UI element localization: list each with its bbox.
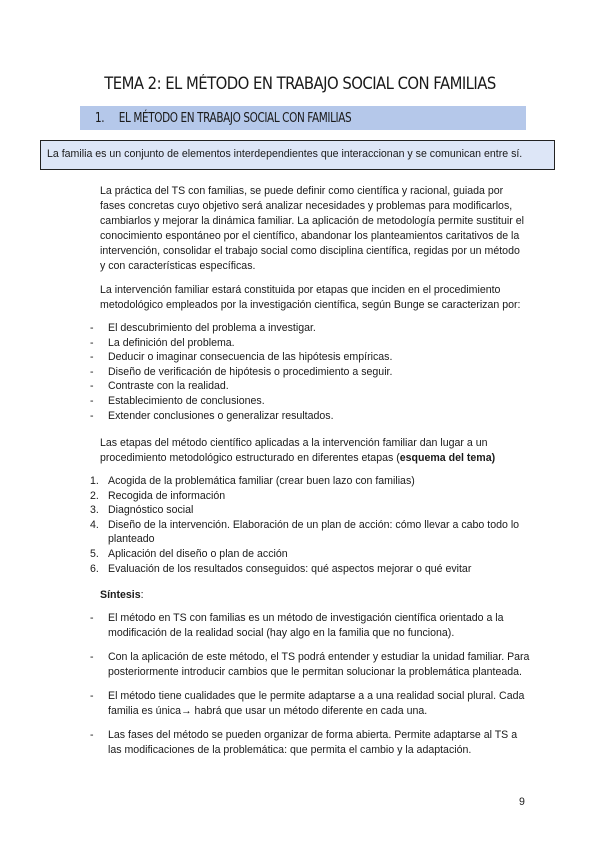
- section-heading: [80, 106, 526, 130]
- step-text: Diagnóstico social: [108, 504, 194, 517]
- list-item: - Con la aplicación de este método, el TS podrá entender y estudiar la unidad familiar. Para posteriormente introducir cambios que le permitan solucionar la problemática planteada.: [90, 650, 530, 680]
- synthesis-colon: :: [140, 589, 144, 601]
- list-item: - Extender conclusiones o generalizar resultados.: [90, 409, 530, 424]
- list-item: - La definición del problema.: [90, 336, 530, 351]
- bunge-paragraph: La intervención familiar estará constituida por etapas que inciden en el procedimiento metodológico empleados por la investigación científica, según Bunge se caracterizan por:: [100, 284, 521, 311]
- step-text: Evaluación de los resultados conseguidos: qué aspectos mejorar o qué evitar: [108, 562, 472, 575]
- stages-paragraph: [100, 436, 525, 466]
- step-text: Recogida de información: [108, 489, 226, 502]
- list-item: [90, 489, 530, 504]
- page-title: TEMA 2: EL MÉTODO EN TRABAJO SOCIAL CON FAMILIAS: [104, 74, 496, 93]
- section-number: 1.: [95, 110, 105, 126]
- list-item: [90, 518, 530, 547]
- list-item: - El método en TS con familias es un método de investigación científica orientado a la modificación de la realidad social (hay algo en la familia que no funciona).: [90, 611, 530, 641]
- synthesis-label: Síntesis: [100, 589, 141, 601]
- definition-box: La familia es un conjunto de elementos interdependientes que interaccionan y se comunican entre sí.: [40, 140, 555, 170]
- step-text: Acogida de la problemática familiar (crear buen lazo con familias): [108, 475, 415, 487]
- step-number: 1.: [90, 475, 99, 487]
- list-item: [90, 474, 530, 489]
- step-number: 6.: [90, 562, 99, 575]
- step-text: Aplicación del diseño o plan de acción: [108, 547, 288, 560]
- list-item: - El método tiene cualidades que le permite adaptarse a a una realidad social plural. Cada familia es única→ habrá que usar un método diferente en cada una.: [90, 689, 530, 719]
- section-title: EL MÉTODO EN TRABAJO SOCIAL CON FAMILIAS: [119, 110, 352, 126]
- list-item: - Las fases del método se pueden organizar de forma abierta. Permite adaptarse al TS a las modificaciones de la problemática: que permita el cambio y la adaptación.: [90, 728, 530, 758]
- step-number: 4.: [90, 518, 99, 531]
- step-number: 2.: [90, 489, 99, 502]
- list-item: [90, 562, 530, 577]
- list-item: - Diseño de verificación de hipótesis o procedimiento a seguir.: [90, 365, 530, 380]
- step-number: 5.: [90, 547, 99, 560]
- list-item: - Contraste con la realidad.: [90, 379, 530, 394]
- list-item: - El descubrimiento del problema a investigar.: [90, 321, 530, 336]
- list-item: - Establecimiento de conclusiones.: [90, 394, 530, 409]
- stages-paragraph-text: Las etapas del método científico aplicadas a la intervención familiar dan lugar a un procedimiento metodológico estructurado en diferentes etapas (: [100, 437, 488, 464]
- list-item: - Deducir o imaginar consecuencia de las hipótesis empíricas.: [90, 350, 530, 365]
- bunge-list: [90, 321, 530, 423]
- step-text: Diseño de la intervención. Elaboración de un plan de acción: cómo llevar a cabo todo lo planteado: [108, 518, 520, 546]
- stages-list: [90, 474, 530, 576]
- synthesis-list: [90, 611, 530, 767]
- intro-paragraph: La práctica del TS con familias, se puede definir como científica y racional, guiada por fases concretas cuyo objetivo será analizar necesidades y problemas para modificarlos, cambiarlos y mejorar la dinámica familiar. La aplicación de metodología permite sustituir el conocimiento espontáneo por el científico, abandonar los planteamientos caritativos de la intervención, consolidar el trabajo social como disciplina científica, regidas por un método y con características específicas.: [100, 185, 524, 272]
- step-number: 3.: [90, 504, 99, 517]
- list-item: [90, 547, 530, 562]
- synthesis-heading: [100, 589, 144, 601]
- page-number: 9: [519, 796, 525, 808]
- list-item: [90, 503, 530, 518]
- stages-paragraph-bold: esquema del tema): [399, 452, 496, 464]
